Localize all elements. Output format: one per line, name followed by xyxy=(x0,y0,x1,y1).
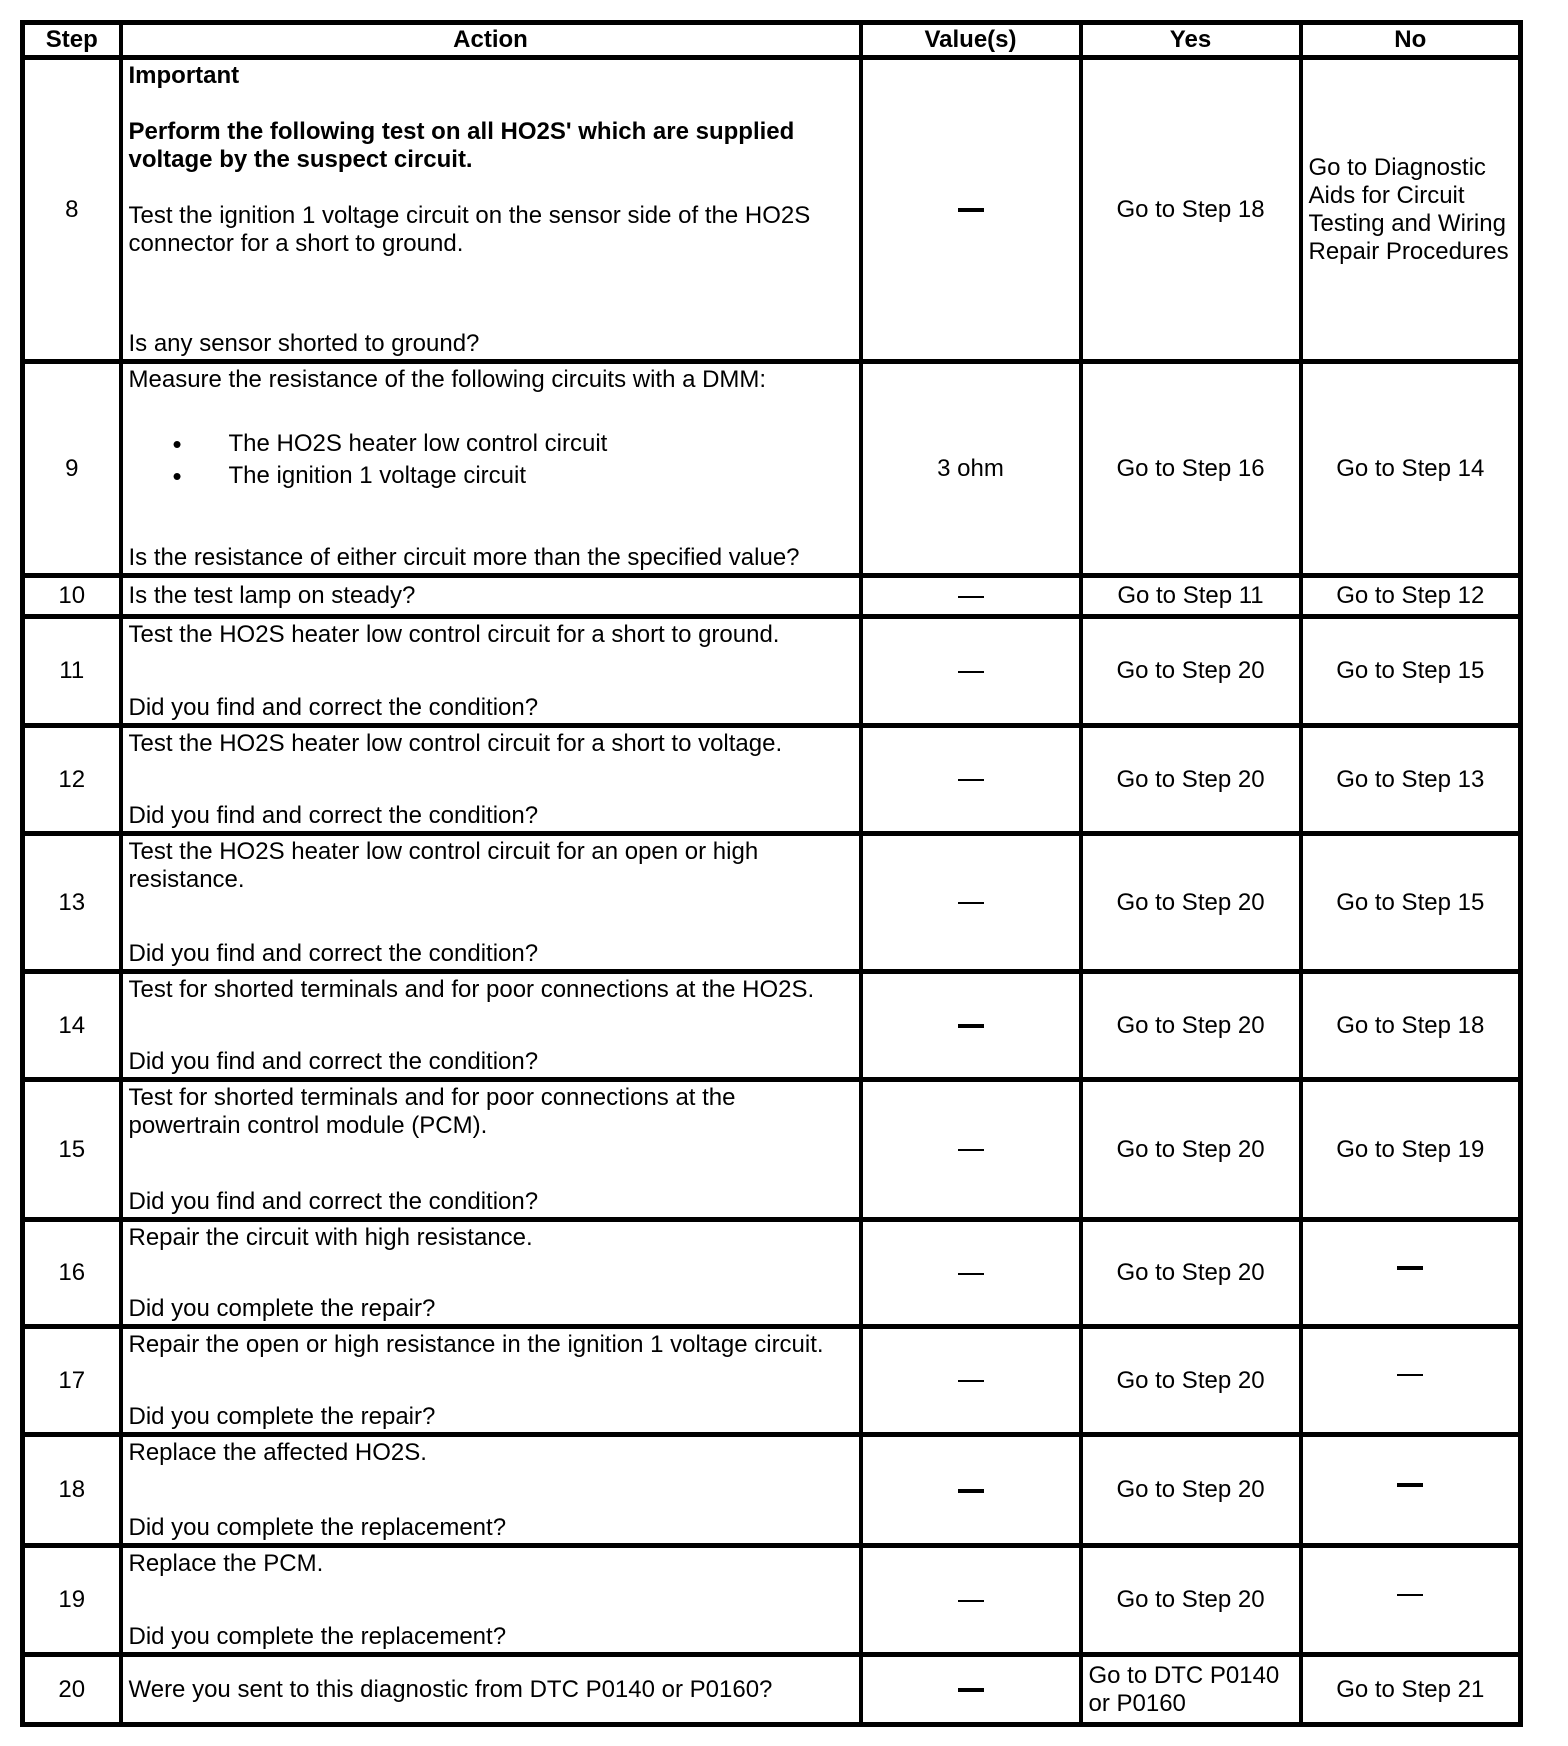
value-cell xyxy=(861,972,1081,1080)
no-link[interactable]: Go to Step 15 xyxy=(1301,617,1521,726)
action-cell xyxy=(121,617,861,726)
question-text: Did you find and correct the condition? xyxy=(128,1187,539,1215)
yes-link[interactable]: Go to Step 20 xyxy=(1081,1546,1301,1655)
step-number: 18 xyxy=(23,1435,121,1546)
no-link[interactable]: Go to Step 19 xyxy=(1301,1080,1521,1220)
question-text: Did you find and correct the condition? xyxy=(128,801,539,829)
table-row xyxy=(23,1546,1521,1655)
instruction-text: Measure the resistance of the following circuits with a DMM: xyxy=(128,365,767,393)
instruction-text: Test for shorted terminals and for poor connections at the HO2S. xyxy=(128,975,815,1003)
step-number: 19 xyxy=(23,1546,121,1655)
question-text: Did you complete the repair? xyxy=(128,1294,436,1322)
step-number: 10 xyxy=(23,576,121,617)
table-row xyxy=(23,576,1521,617)
instruction-text: Test the ignition 1 voltage circuit on the sensor side of the HO2S connector for a short to ground. xyxy=(128,201,811,257)
yes-link[interactable]: Go to Step 20 xyxy=(1081,617,1301,726)
instruction-text: Replace the PCM. xyxy=(128,1549,324,1577)
dash-icon xyxy=(958,1149,984,1151)
value-cell xyxy=(861,58,1081,362)
no-cell xyxy=(1301,1327,1521,1435)
instruction-text: Test the HO2S heater low control circuit for an open or high resistance. xyxy=(128,837,759,893)
yes-link[interactable]: Go to Step 20 xyxy=(1081,972,1301,1080)
value-cell xyxy=(861,1220,1081,1327)
question-text: Did you find and correct the condition? xyxy=(128,693,539,721)
value-cell xyxy=(861,576,1081,617)
no-cell xyxy=(1301,1435,1521,1546)
dash-icon xyxy=(958,902,984,904)
no-link[interactable]: Go to Step 12 xyxy=(1301,576,1521,617)
action-cell xyxy=(121,58,861,362)
no-cell xyxy=(1301,1546,1521,1655)
bullet-item: • The HO2S heater low control circuit xyxy=(173,430,853,458)
yes-link[interactable]: Go to Step 20 xyxy=(1081,1435,1301,1546)
step-number: 14 xyxy=(23,972,121,1080)
value-cell xyxy=(861,1080,1081,1220)
header-action: Action xyxy=(121,23,861,58)
value-cell xyxy=(861,1435,1081,1546)
dash-icon xyxy=(958,1273,984,1275)
table-row xyxy=(23,362,1521,576)
instruction-text: Repair the circuit with high resistance. xyxy=(128,1223,533,1251)
table-row xyxy=(23,726,1521,834)
important-label: Important xyxy=(128,61,240,89)
action-cell xyxy=(121,1435,861,1546)
value-cell xyxy=(861,617,1081,726)
bullet-list xyxy=(129,430,853,490)
question-text: Did you complete the replacement? xyxy=(128,1513,507,1541)
dash-icon xyxy=(958,1600,984,1602)
dash-icon xyxy=(958,596,984,598)
value-cell xyxy=(861,1655,1081,1725)
dash-icon xyxy=(1397,1374,1423,1376)
yes-link[interactable]: Go to Step 20 xyxy=(1081,1327,1301,1435)
action-cell xyxy=(121,1327,861,1435)
action-cell xyxy=(121,972,861,1080)
yes-link[interactable]: Go to Step 18 xyxy=(1081,58,1301,362)
step-number: 16 xyxy=(23,1220,121,1327)
important-text: Perform the following test on all HO2S' which are supplied voltage by the suspect circuit. xyxy=(128,117,795,173)
instruction-text: Replace the affected HO2S. xyxy=(128,1438,427,1466)
action-cell xyxy=(121,726,861,834)
instruction-text: Test the HO2S heater low control circuit for a short to voltage. xyxy=(128,729,783,757)
no-link[interactable]: Go to Step 21 xyxy=(1301,1655,1521,1725)
table-row xyxy=(23,58,1521,362)
header-row xyxy=(23,23,1521,58)
yes-link[interactable]: Go to Step 11 xyxy=(1081,576,1301,617)
question-text: Did you find and correct the condition? xyxy=(128,939,539,967)
value-cell xyxy=(861,834,1081,972)
bullet-item: • The ignition 1 voltage circuit xyxy=(173,462,853,490)
no-link[interactable]: Go to Diagnostic Aids for Circuit Testing and Wiring Repair Procedures xyxy=(1301,58,1521,362)
step-number: 15 xyxy=(23,1080,121,1220)
dash-icon xyxy=(1397,1483,1423,1487)
step-number: 8 xyxy=(23,58,121,362)
question-text: Did you complete the replacement? xyxy=(128,1622,507,1650)
question-text: Is the resistance of either circuit more than the specified value? xyxy=(128,543,800,571)
instruction-text: Repair the open or high resistance in the ignition 1 voltage circuit. xyxy=(128,1330,824,1358)
action-cell xyxy=(121,1220,861,1327)
header-yes: Yes xyxy=(1081,23,1301,58)
instruction-text: Test the HO2S heater low control circuit for a short to ground. xyxy=(128,620,780,648)
dash-icon xyxy=(958,208,984,212)
dash-icon xyxy=(958,1024,984,1028)
table-row xyxy=(23,1435,1521,1546)
action-cell xyxy=(121,834,861,972)
table-row xyxy=(23,1327,1521,1435)
question-text: Did you find and correct the condition? xyxy=(128,1047,539,1075)
question-text: Were you sent to this diagnostic from DTC P0140 or P0160? xyxy=(121,1655,861,1725)
dash-icon xyxy=(1397,1594,1423,1596)
yes-link[interactable]: Go to Step 20 xyxy=(1081,726,1301,834)
step-number: 13 xyxy=(23,834,121,972)
no-cell xyxy=(1301,1220,1521,1327)
yes-link[interactable]: Go to Step 20 xyxy=(1081,1220,1301,1327)
dash-icon xyxy=(958,1380,984,1382)
header-no: No xyxy=(1301,23,1521,58)
value-cell: 3 ohm xyxy=(861,362,1081,576)
no-link[interactable]: Go to Step 13 xyxy=(1301,726,1521,834)
table-row xyxy=(23,1080,1521,1220)
step-number: 12 xyxy=(23,726,121,834)
step-number: 9 xyxy=(23,362,121,576)
yes-link[interactable]: Go to Step 16 xyxy=(1081,362,1301,576)
question-text: Is any sensor shorted to ground? xyxy=(128,329,480,357)
action-cell xyxy=(121,1080,861,1220)
no-link[interactable]: Go to Step 15 xyxy=(1301,834,1521,972)
dash-icon xyxy=(958,1489,984,1493)
question-text: Did you complete the repair? xyxy=(128,1402,436,1430)
dash-icon xyxy=(958,1688,984,1692)
table-row xyxy=(23,617,1521,726)
question-text: Is the test lamp on steady? xyxy=(121,576,861,617)
header-step: Step xyxy=(23,23,121,58)
no-link[interactable]: Go to Step 14 xyxy=(1301,362,1521,576)
dash-icon xyxy=(1397,1266,1423,1270)
table-row xyxy=(23,972,1521,1080)
yes-link[interactable]: Go to Step 20 xyxy=(1081,1080,1301,1220)
no-link[interactable]: Go to Step 18 xyxy=(1301,972,1521,1080)
yes-link[interactable]: Go to DTC P0140 or P0160 xyxy=(1081,1655,1301,1725)
diagnostic-table xyxy=(20,20,1523,1727)
table-row xyxy=(23,1220,1521,1327)
table-row xyxy=(23,1655,1521,1725)
yes-link[interactable]: Go to Step 20 xyxy=(1081,834,1301,972)
action-cell xyxy=(121,362,861,576)
table-row xyxy=(23,834,1521,972)
dash-icon xyxy=(958,779,984,781)
header-values: Value(s) xyxy=(861,23,1081,58)
dash-icon xyxy=(958,671,984,673)
step-number: 20 xyxy=(23,1655,121,1725)
instruction-text: Test for shorted terminals and for poor connections at the powertrain control module (PCM). xyxy=(128,1083,736,1139)
value-cell xyxy=(861,1546,1081,1655)
action-cell xyxy=(121,1546,861,1655)
value-cell xyxy=(861,726,1081,834)
value-cell xyxy=(861,1327,1081,1435)
step-number: 11 xyxy=(23,617,121,726)
step-number: 17 xyxy=(23,1327,121,1435)
